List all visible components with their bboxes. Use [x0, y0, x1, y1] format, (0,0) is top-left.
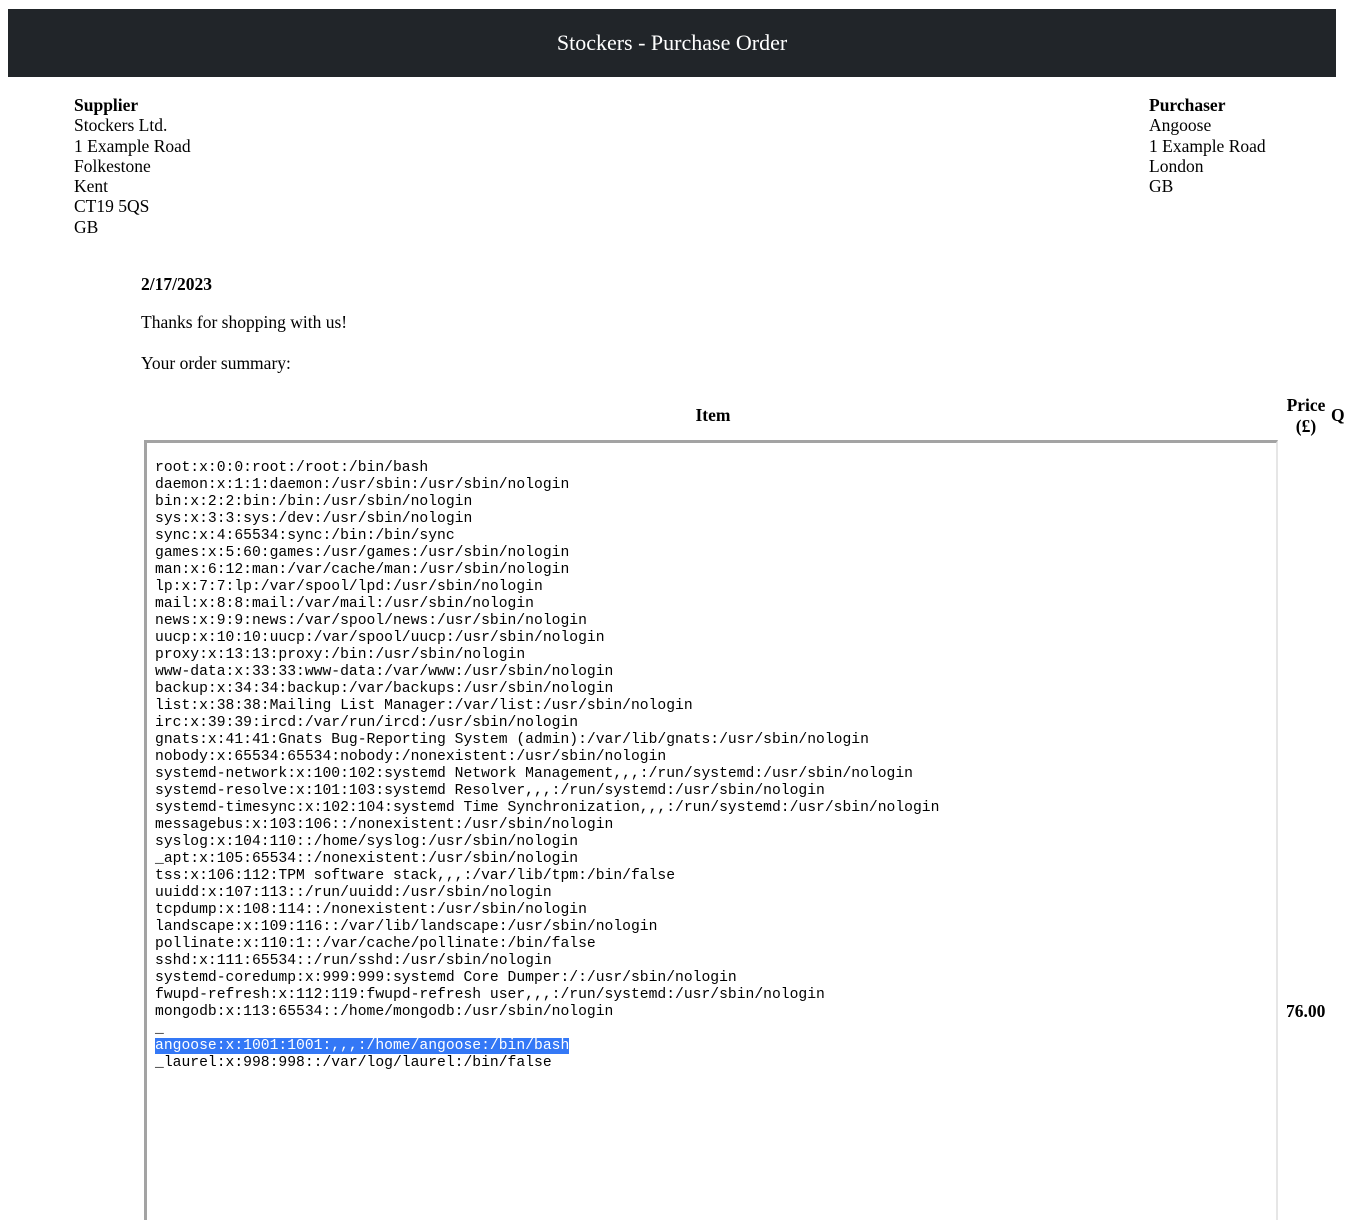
file-line-text: tcpdump:x:108:114::/nonexistent:/usr/sbin/nologin: [155, 902, 587, 918]
file-line-text: bin:x:2:2:bin:/bin:/usr/sbin/nologin: [155, 494, 473, 510]
file-line[interactable]: [155, 630, 939, 647]
file-line[interactable]: [155, 936, 939, 953]
file-line-text: tss:x:106:112:TPM software stack,,,:/var/lib/tpm:/bin/false: [155, 868, 676, 884]
file-line[interactable]: [155, 800, 939, 817]
purchaser-address-line: Angoose: [1149, 115, 1212, 136]
file-line[interactable]: [155, 868, 939, 885]
supplier-address-line: 1 Example Road: [74, 135, 191, 156]
file-line[interactable]: [155, 817, 939, 834]
file-line[interactable]: [155, 528, 939, 545]
file-line-text: mail:x:8:8:mail:/var/mail:/usr/sbin/nologin: [155, 596, 534, 612]
file-line[interactable]: [155, 783, 939, 800]
file-line-text: root:x:0:0:root:/root:/bin/bash: [155, 460, 429, 476]
page-header: [8, 9, 1336, 77]
supplier-address-line: GB: [74, 216, 99, 237]
file-line[interactable]: [155, 1021, 939, 1038]
file-line[interactable]: [155, 494, 939, 511]
file-line[interactable]: [155, 460, 939, 477]
file-line[interactable]: [155, 664, 939, 681]
file-line[interactable]: [155, 919, 939, 936]
supplier-address-line: Folkestone: [74, 155, 151, 176]
file-line[interactable]: [155, 681, 939, 698]
file-line[interactable]: [155, 715, 939, 732]
file-line-text: man:x:6:12:man:/var/cache/man:/usr/sbin/nologin: [155, 562, 570, 578]
file-line-text: _laurel:x:998:998::/var/log/laurel:/bin/false: [155, 1055, 552, 1071]
file-line-text: gnats:x:41:41:Gnats Bug-Reporting System (admin):/var/lib/gnats:/usr/sbin/nologin: [155, 732, 869, 748]
file-line[interactable]: [155, 562, 939, 579]
file-line[interactable]: [155, 902, 939, 919]
file-line[interactable]: [155, 749, 939, 766]
file-line[interactable]: [155, 511, 939, 528]
file-line-text: systemd-timesync:x:102:104:systemd Time Synchronization,,,:/run/systemd:/usr/sbin/nologin: [155, 800, 940, 816]
file-line-text: landscape:x:109:116::/var/lib/landscape:/usr/sbin/nologin: [155, 919, 658, 935]
file-line-text: www-data:x:33:33:www-data:/var/www:/usr/sbin/nologin: [155, 664, 614, 680]
file-line[interactable]: [155, 596, 939, 613]
file-line-text: nobody:x:65534:65534:nobody:/nonexistent:/usr/sbin/nologin: [155, 749, 667, 765]
file-line-text: lp:x:7:7:lp:/var/spool/lpd:/usr/sbin/nologin: [155, 579, 543, 595]
file-line[interactable]: [155, 647, 939, 664]
file-line-text: systemd-network:x:100:102:systemd Network Management,,,:/run/systemd:/usr/sbin/nologin: [155, 766, 913, 782]
file-line[interactable]: [155, 953, 939, 970]
file-line-text: irc:x:39:39:ircd:/var/run/ircd:/usr/sbin/nologin: [155, 715, 579, 731]
file-line-text: systemd-coredump:x:999:999:systemd Core Dumper:/:/usr/sbin/nologin: [155, 970, 737, 986]
file-line[interactable]: [155, 579, 939, 596]
file-line-text: fwupd-refresh:x:112:119:fwupd-refresh user,,,:/run/systemd:/usr/sbin/nologin: [155, 987, 825, 1003]
file-line-text: backup:x:34:34:backup:/var/backups:/usr/sbin/nologin: [155, 681, 614, 697]
file-line-text: syslog:x:104:110::/home/syslog:/usr/sbin/nologin: [155, 834, 579, 850]
file-line[interactable]: [155, 698, 939, 715]
order-date: 2/17/2023: [141, 274, 212, 294]
file-line[interactable]: [155, 970, 939, 987]
order-summary-label: Your order summary:: [141, 353, 291, 373]
file-line[interactable]: [155, 851, 939, 868]
file-line-text: messagebus:x:103:106::/nonexistent:/usr/sbin/nologin: [155, 817, 614, 833]
file-line[interactable]: [155, 732, 939, 749]
thanks-message: Thanks for shopping with us!: [141, 312, 348, 332]
item-file-content[interactable]: [155, 460, 939, 1072]
purchaser-address-line: London: [1149, 155, 1204, 176]
file-line[interactable]: [155, 885, 939, 902]
file-line-text: sshd:x:111:65534::/run/sshd:/usr/sbin/nologin: [155, 953, 552, 969]
file-line-text: _: [155, 1021, 164, 1037]
supplier-address: [74, 95, 191, 237]
file-line-text: sync:x:4:65534:sync:/bin:/bin/sync: [155, 528, 455, 544]
file-line-text: angoose:x:1001:1001:,,,:/home/angoose:/bin/bash: [155, 1038, 570, 1054]
file-line-text: games:x:5:60:games:/usr/games:/usr/sbin/nologin: [155, 545, 570, 561]
file-line[interactable]: [155, 1055, 939, 1072]
supplier-address-line: Kent: [74, 176, 109, 197]
supplier-heading: Supplier: [74, 95, 139, 115]
file-line-text: sys:x:3:3:sys:/dev:/usr/sbin/nologin: [155, 511, 473, 527]
file-line-text: pollinate:x:110:1::/var/cache/pollinate:/bin/false: [155, 936, 596, 952]
file-line-text: _apt:x:105:65534::/nonexistent:/usr/sbin/nologin: [155, 851, 579, 867]
supplier-address-line: Stockers Ltd.: [74, 115, 168, 136]
column-header-quantity: Q: [1331, 405, 1345, 425]
column-header-price: [1283, 395, 1329, 437]
file-line-text: systemd-resolve:x:101:103:systemd Resolver,,,:/run/systemd:/usr/sbin/nologin: [155, 783, 825, 799]
column-header-price-currency: (£): [1295, 416, 1317, 436]
file-line-text: proxy:x:13:13:proxy:/bin:/usr/sbin/nologin: [155, 647, 526, 663]
column-header-price-label: Price: [1286, 395, 1326, 415]
file-line-text: news:x:9:9:news:/var/spool/news:/usr/sbin/nologin: [155, 613, 587, 629]
column-header-item: Item: [695, 405, 731, 425]
purchaser-address: [1149, 95, 1266, 196]
file-line-text: list:x:38:38:Mailing List Manager:/var/list:/usr/sbin/nologin: [155, 698, 693, 714]
file-line[interactable]: [155, 766, 939, 783]
file-line-text: uuidd:x:107:113::/run/uuidd:/usr/sbin/nologin: [155, 885, 552, 901]
file-line-text: uucp:x:10:10:uucp:/var/spool/uucp:/usr/sbin/nologin: [155, 630, 605, 646]
item-content-frame[interactable]: [144, 440, 1278, 1220]
page-title: Stockers - Purchase Order: [556, 30, 788, 55]
supplier-address-line: CT19 5QS: [74, 196, 150, 217]
purchaser-address-line: GB: [1149, 176, 1174, 197]
item-price: 76.00: [1286, 1001, 1326, 1021]
file-line[interactable]: [155, 545, 939, 562]
file-line[interactable]: [155, 834, 939, 851]
file-line-text: daemon:x:1:1:daemon:/usr/sbin:/usr/sbin/nologin: [155, 477, 570, 493]
file-line-selected[interactable]: [155, 1038, 939, 1055]
file-line-text: mongodb:x:113:65534::/home/mongodb:/usr/sbin/nologin: [155, 1004, 614, 1020]
file-line[interactable]: [155, 477, 939, 494]
file-line[interactable]: [155, 1004, 939, 1021]
file-line[interactable]: [155, 987, 939, 1004]
file-line[interactable]: [155, 613, 939, 630]
purchaser-address-line: 1 Example Road: [1149, 135, 1266, 156]
purchaser-heading: Purchaser: [1149, 95, 1226, 115]
